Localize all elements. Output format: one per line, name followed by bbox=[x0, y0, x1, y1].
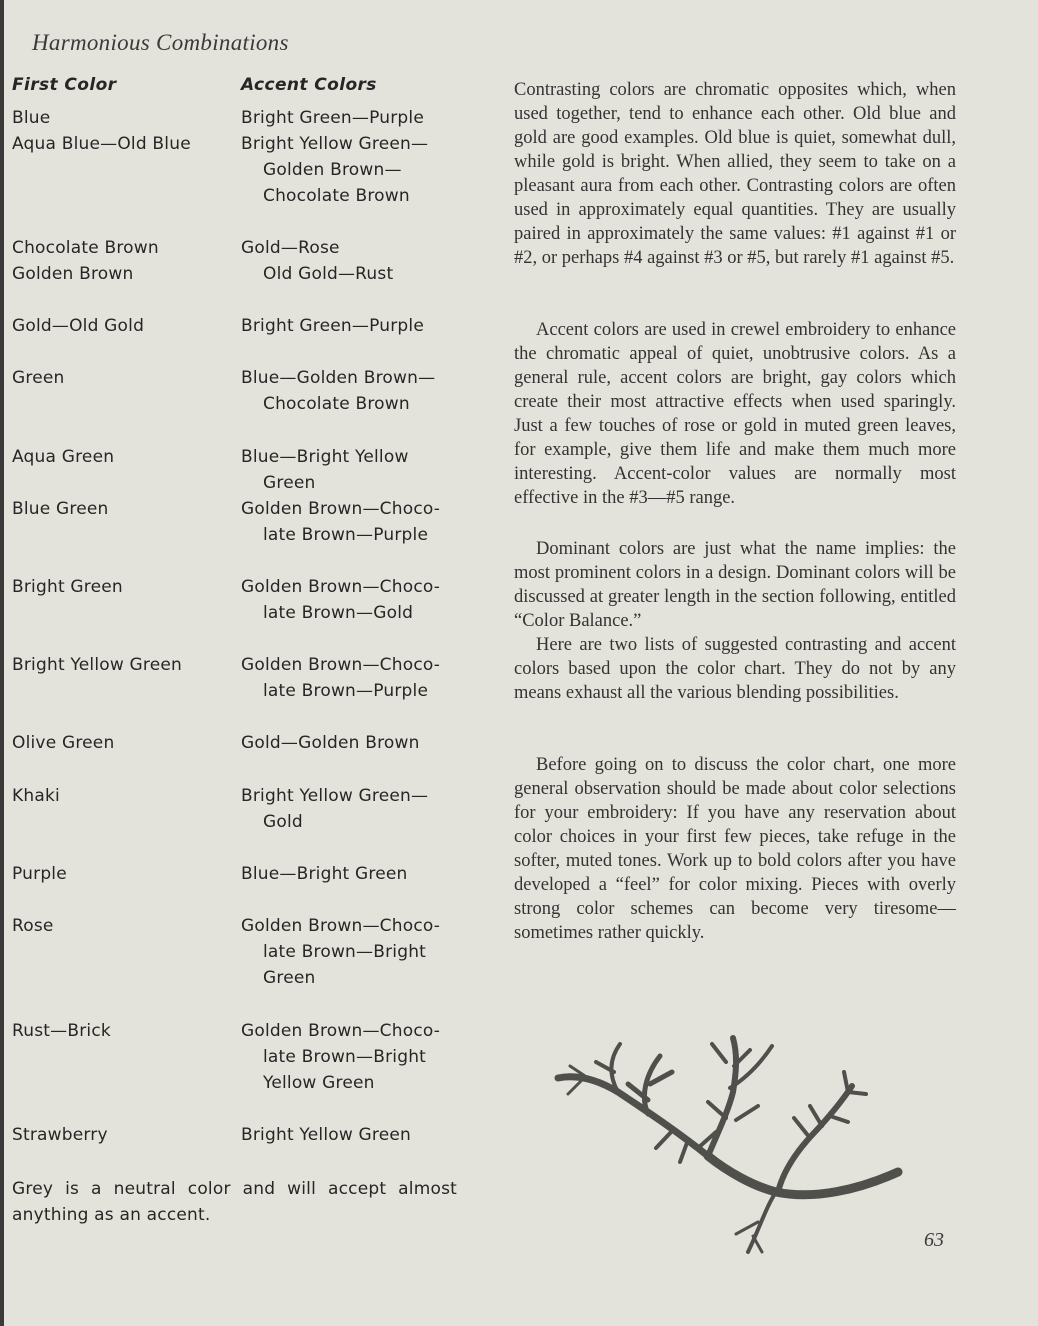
accent-colors-cell bbox=[241, 1018, 471, 1096]
accent-colors-cell bbox=[241, 235, 471, 287]
accent-color-line: Green bbox=[263, 968, 316, 988]
first-color-cell: Khaki bbox=[12, 786, 60, 806]
first-color-cell: Bright Green bbox=[12, 577, 123, 597]
column-header-accent-colors: Accent Colors bbox=[241, 75, 377, 95]
accent-color-line: Blue—Golden Brown— bbox=[241, 368, 436, 388]
accent-colors-cell bbox=[241, 313, 471, 339]
accent-color-line: Gold—Rose bbox=[241, 238, 340, 258]
paragraph-accent-colors: Accent colors are used in crewel embroidery to enhance the chromatic appeal of quiet, unobtrusive colors. As a general rule, accent colors are bright, gay colors which create their most attractive effects when used sparingly. Just a few touches of rose or gold in muted green leaves, for example, give them life and make them much more interesting. Accent-color values are normally most effective in the #3—#5 range. bbox=[514, 320, 956, 508]
accent-colors-cell bbox=[241, 1122, 471, 1148]
accent-color-line: late Brown—Bright bbox=[263, 1047, 427, 1067]
accent-color-line: Chocolate Brown bbox=[263, 186, 410, 206]
accent-color-line: Chocolate Brown bbox=[263, 394, 410, 414]
accent-color-line: Golden Brown— bbox=[263, 160, 402, 180]
first-color-cell: Rose bbox=[12, 916, 54, 936]
accent-color-line: Bright Green—Purple bbox=[241, 108, 424, 128]
binding-edge bbox=[0, 0, 4, 1326]
page-number: 63 bbox=[924, 1229, 944, 1251]
grey-neutral-note: Grey is a neutral color and will accept almost anything as an accent. bbox=[12, 1179, 457, 1225]
first-color-cell: Purple bbox=[12, 864, 67, 884]
first-color-cell: Chocolate Brown Golden Brown bbox=[12, 238, 159, 284]
accent-color-line: late Brown—Purple bbox=[263, 681, 429, 701]
accent-color-line: Bright Yellow Green— bbox=[241, 134, 429, 154]
accent-colors-cell bbox=[241, 730, 471, 756]
accent-color-line: late Brown—Purple bbox=[263, 525, 429, 545]
accent-color-line: Blue—Bright Yellow bbox=[241, 447, 409, 467]
accent-color-line: Golden Brown—Choco- bbox=[241, 577, 441, 597]
accent-color-line: Gold bbox=[263, 812, 303, 832]
first-color-cell: Aqua Green bbox=[12, 447, 115, 467]
accent-colors-cell bbox=[241, 652, 471, 704]
accent-color-line: Bright Yellow Green bbox=[241, 1125, 412, 1145]
accent-color-line: Golden Brown—Choco- bbox=[241, 916, 441, 936]
accent-colors-cell bbox=[241, 131, 471, 209]
accent-colors-cell bbox=[241, 365, 471, 417]
accent-color-line: Green bbox=[263, 473, 316, 493]
accent-color-line: Yellow Green bbox=[263, 1073, 375, 1093]
first-color-cell: Blue bbox=[12, 108, 51, 128]
accent-colors-cell bbox=[241, 496, 471, 548]
accent-color-line: late Brown—Bright bbox=[263, 942, 427, 962]
accent-color-line: Blue—Bright Green bbox=[241, 864, 408, 884]
accent-colors-cell bbox=[241, 783, 471, 835]
accent-colors-cell bbox=[241, 861, 471, 887]
accent-color-line: Golden Brown—Choco- bbox=[241, 655, 441, 675]
first-color-cell: Aqua Blue—Old Blue bbox=[12, 134, 191, 154]
accent-colors-cell bbox=[241, 574, 471, 626]
paragraph-two-lists: Here are two lists of suggested contrasting and accent colors based upon the color chart. They do not by any means exhaust all the various blending possibilities. bbox=[514, 635, 956, 703]
leaf-sprig-icon bbox=[548, 1022, 908, 1262]
accent-color-line: Bright Yellow Green— bbox=[241, 786, 429, 806]
accent-color-line: late Brown—Gold bbox=[263, 603, 414, 623]
first-color-cell: Blue Green bbox=[12, 499, 109, 519]
first-color-cell: Green bbox=[12, 368, 65, 388]
first-color-cell: Bright Yellow Green bbox=[12, 655, 183, 675]
first-color-cell: Olive Green bbox=[12, 733, 115, 753]
paragraph-dominant-colors: Dominant colors are just what the name implies: the most prominent colors in a design. Dominant colors will be discussed at greater length in the section following, entitled “Color Balance.” bbox=[514, 539, 956, 631]
accent-color-line: Bright Green—Purple bbox=[241, 316, 424, 336]
accent-colors-cell bbox=[241, 444, 471, 496]
paragraph-color-observation: Before going on to discuss the color chart, one more general observation should be made about color selections for your embroidery: If you have any reservation about color choices in your first few pieces, take refuge in the softer, muted tones. Work up to bold colors after you have developed a “feel” for color mixing. Pieces with overly strong color schemes can become very tiresome—sometimes rather quickly. bbox=[514, 755, 956, 943]
accent-color-line: Old Gold—Rust bbox=[263, 264, 394, 284]
first-color-cell: Rust—Brick bbox=[12, 1021, 111, 1041]
accent-colors-cell bbox=[241, 913, 471, 991]
paragraph-contrasting-colors: Contrasting colors are chromatic opposites which, when used together, tend to enhance each other. Old blue and gold are good examples. Old blue is quiet, somewhat dull, while gold is bright. When allied, they seem to take on a pleasant aura from each other. Contrasting colors are often used in approximately equal quantities. They are usually paired in approximately the same values: #1 against #1 or #2, or perhaps #4 against #3 or #5, but rarely #1 against #5. bbox=[514, 80, 956, 268]
column-header-first-color: First Color bbox=[12, 75, 117, 95]
accent-colors-cell bbox=[241, 105, 471, 131]
section-title: Harmonious Combinations bbox=[32, 30, 289, 55]
accent-color-line: Golden Brown—Choco- bbox=[241, 499, 441, 519]
first-color-cell: Strawberry bbox=[12, 1125, 108, 1145]
accent-color-line: Gold—Golden Brown bbox=[241, 733, 420, 753]
first-color-cell: Gold—Old Gold bbox=[12, 316, 145, 336]
accent-color-line: Golden Brown—Choco- bbox=[241, 1021, 441, 1041]
